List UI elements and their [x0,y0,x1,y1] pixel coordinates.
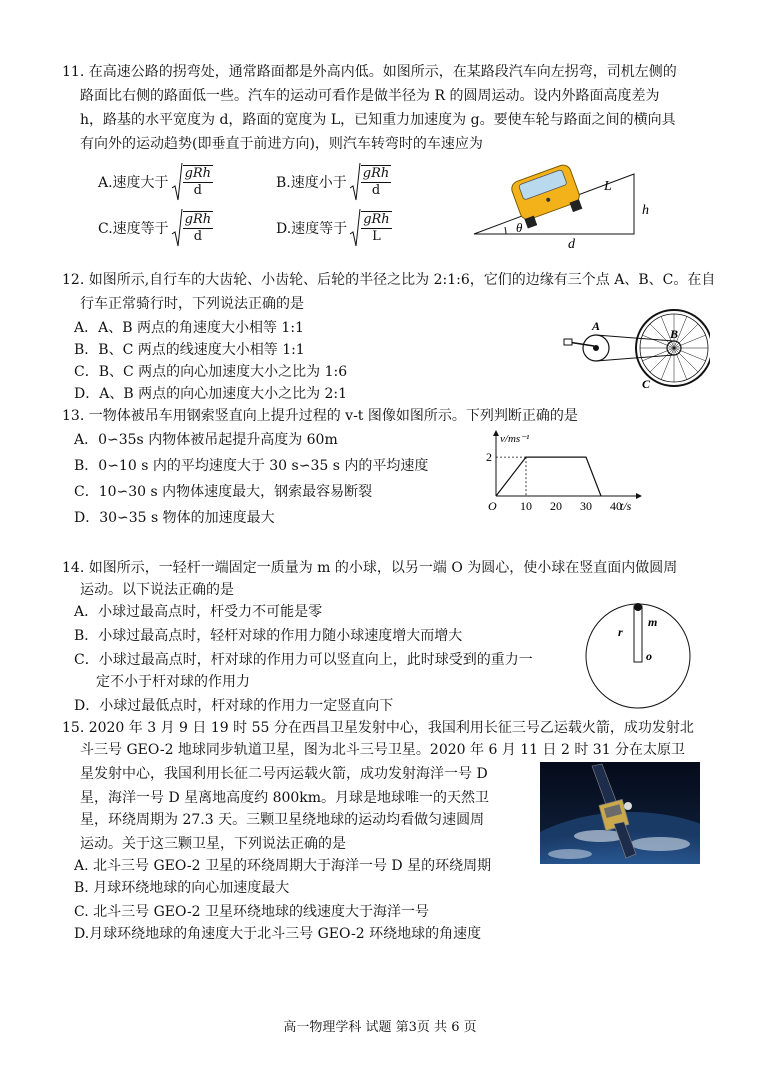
label-A: A [592,319,601,333]
q11-option-b[interactable] [276,160,391,204]
q14-line2: 运动。以下说法正确的是 [80,582,234,598]
sqrt-expression [349,162,391,202]
light-rod [634,606,642,662]
fraction-numerator: gRh [363,212,390,227]
q11-line2: 路面比右侧的路面低一些。汽车的运动可看作是做半径为 R 的圆周运动。设内外路面高度差为 [80,88,660,104]
fraction-denominator: d [193,229,203,244]
origin-label: O [488,499,497,513]
page-footer: 高一物理学科 试题 第3页 共 6 页 [283,1020,477,1035]
option-label: D.速度等于 [276,221,348,237]
q15-option-c[interactable]: C. 北斗三号 GEO-2 卫星环绕地球的线速度大于海洋一号 [74,904,430,920]
q15-option-d[interactable]: D.月球环绕地球的角速度大于北斗三号 GEO-2 环绕地球的角速度 [74,926,482,942]
x-tick-label: 10 [520,499,532,513]
option-label: B.速度小于 [276,175,347,191]
q11-banked-road-figure [468,152,668,252]
y-tick-label: 2 [486,450,492,465]
sqrt-expression [171,162,213,202]
sqrt-expression [349,208,391,248]
q14-rod-circle-figure [582,600,694,712]
radical-sign-icon [349,208,361,248]
q13-line1: 13. 一物体被吊车用钢索竖直向上提升过程的 v-t 图像如图所示。下列判断正确的是 [62,408,578,424]
x-axis-label: t/s [620,499,632,513]
fraction-numerator: gRh [184,166,212,181]
q15-satellite-photo [540,762,700,864]
q13-vt-chart [486,428,646,518]
q12-option-a[interactable]: A．A、B 两点的角速度大小相等 1:1 [74,320,304,336]
sqrt-expression [171,208,213,248]
label-C: C [642,377,651,391]
q14-option-c[interactable]: C．小球过最高点时，杆对球的作用力可以竖直向上，此时球受到的重力一 [74,652,533,668]
fraction-numerator: gRh [362,166,390,181]
label-B: B [670,327,679,341]
fraction-denominator: d [371,183,381,198]
q15-line2: 斗三号 GEO-2 地球同步轨道卫星，图为北斗三号卫星。2020 年 6 月 11 日 2 时 31 分在太原卫 [80,742,686,758]
label-theta: θ [516,220,523,235]
x-tick-label: 20 [550,499,562,513]
option-label: A.速度大于 [98,175,169,191]
q15-line5: 星，环绕周期为 27.3 天。三颗卫星绕地球的运动均看做匀速圆周 [80,812,485,828]
q12-option-c[interactable]: C．B、C 两点的向心加速度大小之比为 1:6 [74,364,348,380]
q15-line4: 星，海洋一号 D 星离地高度约 800km。月球是地球唯一的天然卫 [80,790,490,806]
q11-option-c[interactable] [98,206,213,250]
label-m: m [648,615,658,629]
q13-option-c[interactable]: C．10∽30 s 内物体速度最大，钢索最容易断裂 [74,484,373,500]
q12-bicycle-gear-figure [560,302,710,394]
q15-line6: 运动。关于这三颗卫星，下列说法正确的是 [80,836,346,852]
q15-option-a[interactable]: A. 北斗三号 GEO-2 卫星的环绕周期大于海洋一号 D 星的环绕周期 [74,858,492,874]
q11-option-a[interactable] [98,160,213,204]
q14-option-a[interactable]: A．小球过最高点时，杆受力不可能是零 [74,604,323,620]
q13-option-b[interactable]: B．0∽10 s 内的平均速度大于 30 s∽35 s 内的平均速度 [74,458,429,474]
x-tick-label: 30 [580,499,592,513]
x-tick-label: 40 [610,499,622,513]
q11-option-d[interactable] [276,206,392,250]
q15-line3: 星发射中心，我国利用长征二号丙运载火箭，成功发射海洋一号 D [80,766,488,782]
q14-option-d[interactable]: D．小球过最低点时，杆对球的作用力一定竖直向下 [74,698,394,714]
fraction-denominator: d [193,183,202,198]
q11-line3: h，路基的水平宽度为 d，路面的宽度为 L，已知重力加速度为 g。要使车轮与路面之间的横向具 [80,112,676,128]
q14-line1: 14. 如图所示，一轻杆一端固定一质量为 m 的小球，以另一端 O 为圆心，使小球在竖直面内做圆周 [62,560,678,576]
radical-sign-icon [349,162,361,202]
radical-sign-icon [171,208,183,248]
label-d: d [568,237,575,252]
label-L: L [604,179,612,194]
q12-option-d[interactable]: D．A、B 两点的向心加速度大小之比为 2:1 [74,386,348,402]
q11-line1: 11. 在高速公路的拐弯处，通常路面都是外高内低。如图所示，在某路段汽车向左拐弯，司机左侧的 [62,64,677,80]
q12-line1: 12. 如图所示,自行车的大齿轮、小齿轮、后轮的半径之比为 2:1:6，它们的边缘有三个点 A、B、C。在自 [62,272,716,288]
y-axis-label: v/ms⁻¹ [500,433,530,445]
label-r: r [618,625,623,639]
fraction-denominator: L [372,229,381,244]
series-line [496,457,601,496]
q14-option-b[interactable]: B．小球过最高点时，轻杆对球的作用力随小球速度增大而增大 [74,628,463,644]
q12-option-b[interactable]: B．B、C 两点的线速度大小相等 1:1 [74,342,305,358]
q11-line4: 有向外的运动趋势(即垂直于前进方向)，则汽车转弯时的车速应为 [80,136,483,152]
fraction-numerator: gRh [184,212,212,227]
option-label: C.速度等于 [98,221,169,237]
label-h: h [642,203,649,218]
q13-option-a[interactable]: A．0∽35s 内物体被吊起提升高度为 60m [74,432,338,448]
label-o: o [646,649,652,663]
ball-icon [634,603,642,611]
q15-line1: 15. 2020 年 3 月 9 日 19 时 55 分在西昌卫星发射中心，我国利用长征三号乙运载火箭，成功发射北 [62,720,694,736]
q13-option-d[interactable]: D．30∽35 s 物体的加速度最大 [74,510,275,526]
q12-line2: 行车正常骑行时，下列说法正确的是 [80,296,304,312]
q15-option-b[interactable]: B. 月球环绕地球的向心加速度最大 [74,880,290,896]
radical-sign-icon [171,162,183,202]
q14-option-c-continued: 定不小于杆对球的作用力 [96,674,250,690]
